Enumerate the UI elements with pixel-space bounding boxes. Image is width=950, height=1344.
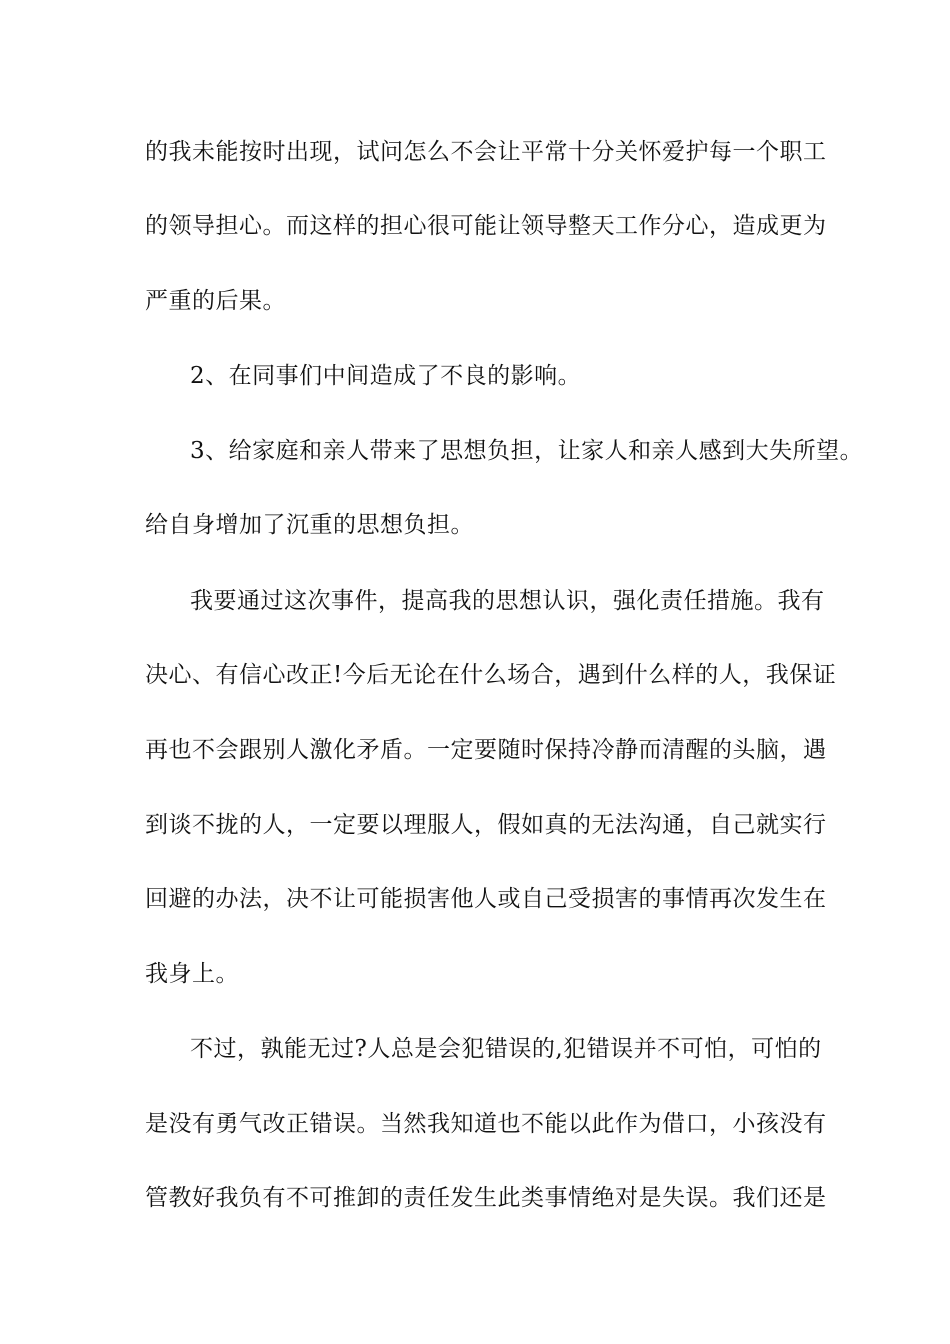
paragraph-start-line: 我要通过这次事件，提高我的思想认识，强化责任措施。我有 [190, 588, 825, 614]
text-line: 的我未能按时出现，试问怎么不会让平常十分关怀爱护每一个职工 [145, 139, 827, 165]
text-line: 我身上。 [145, 961, 239, 987]
text-line: 再也不会跟别人激化矛盾。一定要随时保持冷静而清醒的头脑，遇 [145, 737, 827, 763]
text-line: 决心、有信心改正!今后无论在什么场合，遇到什么样的人，我保证 [145, 662, 837, 688]
paragraph-start-line: 3、给家庭和亲人带来了思想负担，让家人和亲人感到大失所望。 [190, 438, 864, 464]
text-line: 给自身增加了沉重的思想负担。 [145, 512, 474, 538]
paragraph-start-line: 不过，孰能无过?人总是会犯错误的,犯错误并不可怕，可怕的 [190, 1036, 822, 1062]
text-line: 管教好我负有不可推卸的责任发生此类事情绝对是失误。我们还是 [145, 1185, 827, 1211]
text-line: 回避的办法，决不让可能损害他人或自己受损害的事情再次发生在 [145, 886, 827, 912]
text-line: 是没有勇气改正错误。当然我知道也不能以此作为借口，小孩没有 [145, 1111, 827, 1137]
text-line: 到谈不拢的人，一定要以理服人，假如真的无法沟通，自己就实行 [145, 812, 827, 838]
text-line: 严重的后果。 [145, 288, 286, 314]
paragraph-start-line: 2、在同事们中间造成了不良的影响。 [190, 363, 582, 389]
text-line: 的领导担心。而这样的担心很可能让领导整天工作分心，造成更为 [145, 213, 827, 239]
